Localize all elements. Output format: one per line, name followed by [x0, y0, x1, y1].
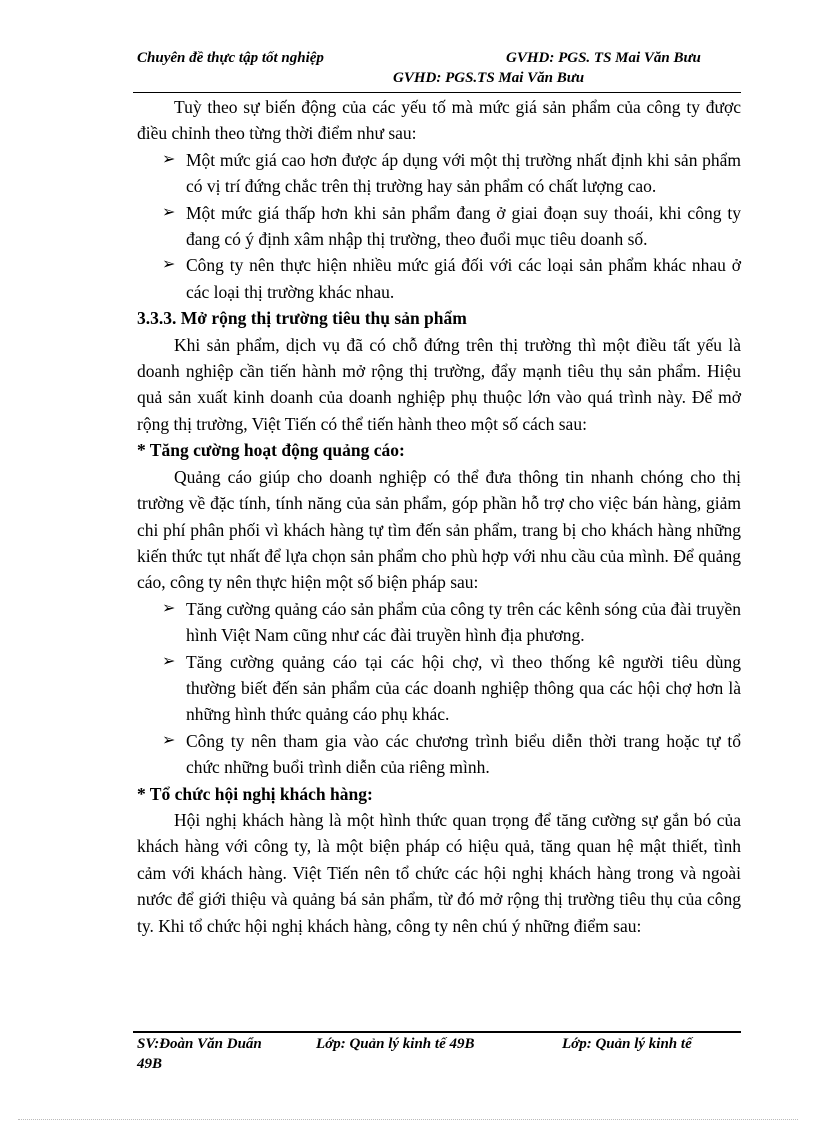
arrow-bullet-icon: ➢	[162, 731, 176, 749]
subheading-customer-conference: * Tổ chức hội nghị khách hàng:	[137, 783, 373, 804]
arrow-bullet-icon: ➢	[162, 256, 176, 274]
arrow-bullet-icon: ➢	[162, 150, 176, 168]
list-item	[137, 147, 741, 200]
list-item	[137, 649, 741, 728]
header-supervisor-repeat: GVHD: PGS.TS Mai Văn Bưu	[393, 70, 585, 86]
footer-class-repeat: Lớp: Quản lý kinh tế	[562, 1036, 692, 1052]
header-supervisor: GVHD: PGS. TS Mai Văn Bưu	[506, 50, 701, 66]
arrow-bullet-icon: ➢	[162, 599, 176, 617]
paragraph-customer-conference: Hội nghị khách hàng là một hình thức quan trọng để tăng cường sự gắn bó của khách hàng với công ty, là một biện pháp có hiệu quả, tăng quan hệ mật thiết, tình cảm với khách hàng. Việt Tiến nên tổ chức các hội nghị khách hàng trong và ngoài nước để giới thiệu và quảng bá sản phẩm, từ đó mở rộng thị trường tiêu thụ của công ty. Khi tổ chức hội nghị khách hàng, công ty nên chú ý những điểm sau:	[137, 809, 741, 936]
subheading-advertising: * Tăng cường hoạt động quảng cáo:	[137, 440, 405, 461]
list-item	[137, 596, 741, 649]
list-item-text: Công ty nên thực hiện nhiều mức giá đối với các loại sản phẩm khác nhau ở các loại thị trường khác nhau.	[186, 255, 741, 302]
page-edge-divider	[18, 1119, 798, 1120]
footer-rule	[133, 1031, 741, 1033]
paragraph-market-expansion: Khi sản phẩm, dịch vụ đã có chỗ đứng trên thị trường thì một điều tất yếu là doanh nghiệp cần tiến hành mở rộng thị trường, đẩy mạnh tiêu thụ sản phẩm. Hiệu quả sản xuất kinh doanh của doanh nghiệp phụ thuộc lớn vào quá trình này. Để mở rộng thị trường, Việt Tiến có thể tiến hành theo một số cách sau:	[137, 334, 741, 434]
section-heading: 3.3.3. Mở rộng thị trường tiêu thụ sản phẩm	[137, 308, 467, 329]
list-item-text: Một mức giá cao hơn được áp dụng với một thị trường nhất định khi sản phẩm có vị trí đứng chắc trên thị trường hay sản phẩm có chất lượng cao.	[186, 149, 741, 197]
footer-class-continued: 49B	[137, 1056, 163, 1072]
footer-class: Lớp: Quản lý kinh tế 49B	[316, 1036, 475, 1052]
page-body	[137, 94, 741, 939]
header-title: Chuyên đề thực tập tốt nghiệp	[137, 50, 324, 66]
arrow-bullet-icon: ➢	[162, 652, 176, 670]
list-item-text: Công ty nên tham gia vào các chương trình biểu diễn thời trang hoặc tự tổ chức những buổi trình diễn của riêng mình.	[186, 730, 741, 778]
list-item-text: Tăng cường quảng cáo tại các hội chợ, vì theo thống kê người tiêu dùng thường biết đến sản phẩm của các doanh nghiệp thông qua các hội chợ hơn là những hình thức quảng cáo phụ khác.	[186, 651, 741, 725]
list-item-text: Tăng cường quảng cáo sản phẩm của công ty trên các kênh sóng của đài truyền hình Việt Nam cũng như các đài truyền hình địa phương.	[186, 598, 741, 646]
list-item-text: Một mức giá thấp hơn khi sản phẩm đang ở giai đoạn suy thoái, khi công ty đang có ý định xâm nhập thị trường, theo đuổi mục tiêu doanh số.	[186, 202, 741, 250]
paragraph-advertising: Quảng cáo giúp cho doanh nghiệp có thể đưa thông tin nhanh chóng cho thị trường về đặc tính, tính năng của sản phẩm, góp phần hỗ trợ cho việc bán hàng, giảm chi phí phân phối vì khách hàng tự tìm đến sản phẩm, trang bị cho khách hàng những kiến thức tụt nhất để lựa chọn sản phẩm cho phù hợp với nhu cầu của mình. Để quảng cáo, công ty nên thực hiện một số biện pháp sau:	[137, 466, 741, 593]
arrow-bullet-icon: ➢	[162, 203, 176, 221]
header-rule	[133, 92, 741, 93]
list-item	[137, 252, 741, 305]
list-item	[137, 728, 741, 781]
paragraph-price-intro: Tuỳ theo sự biến động của các yếu tố mà mức giá sản phẩm của công ty được điều chỉnh theo từng thời điểm như sau:	[137, 97, 741, 144]
footer-student: SV:Đoàn Văn Duẩn	[137, 1036, 262, 1052]
list-item	[137, 200, 741, 253]
